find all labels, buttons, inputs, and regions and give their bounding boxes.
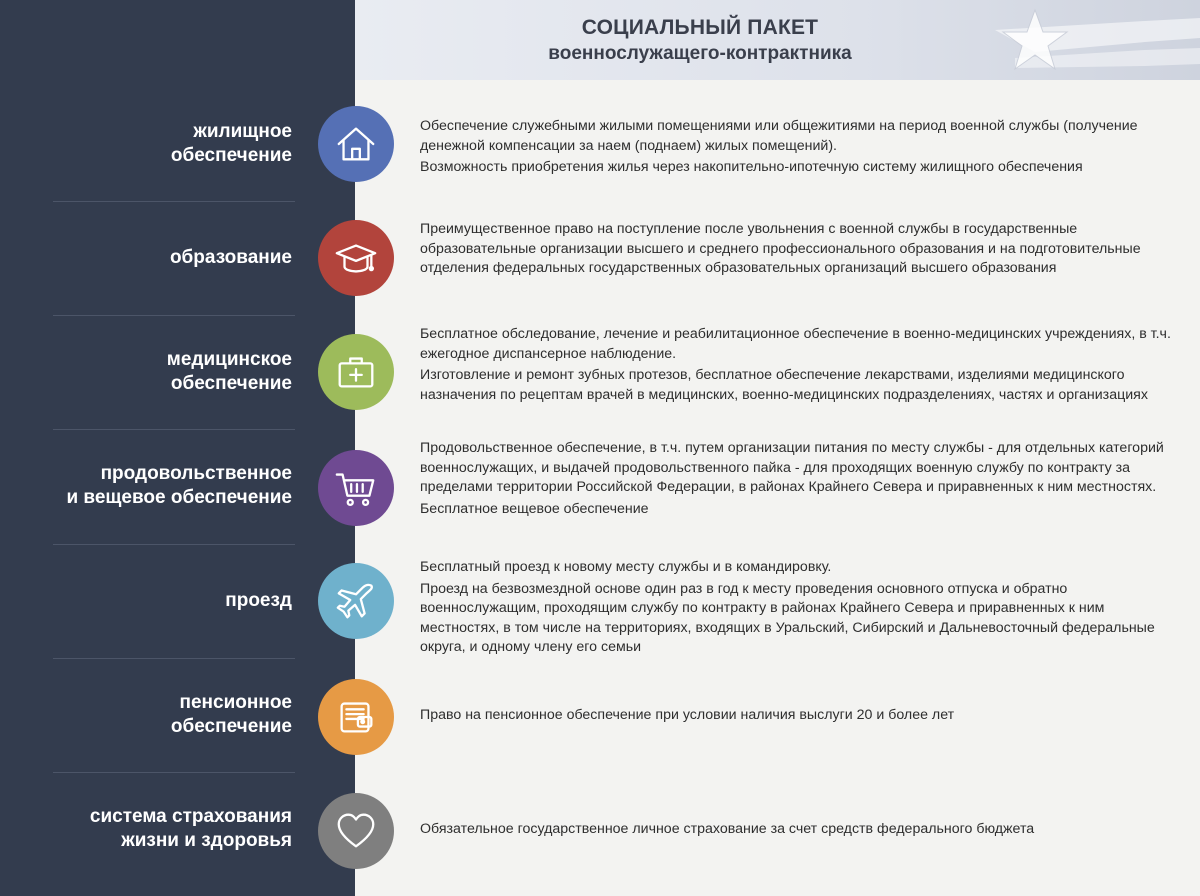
benefit-label [170,201,292,315]
benefit-label [66,429,292,543]
benefit-paragraph: Обязательное государственное личное страхование за счет средств федерального бюджета [420,821,1035,837]
benefit-row-travel [0,544,1200,658]
star-emblem-icon [995,6,1200,76]
benefit-paragraph: Бесплатное обследование, лечение и реабилитационное обеспечение в военно-медицинских учреждениях, в т.ч. ежегодное диспансерное наблюдение. [420,326,1171,362]
benefit-label-line: проезд [225,590,292,611]
page-subtitle: военнослужащего-контрактника [548,43,852,64]
benefit-paragraph: Продовольственное обеспечение, в т.ч. путем организации питания по месту службы - для отдельных категорий военнослужащих, и выдачей продовольственного пайка - для проходящих военную службу по контракту за пределами территории Российской Федерации, в районах Крайнего Севера и приравненных к ним местностях. [420,440,1164,495]
heart-icon [318,793,394,869]
benefit-row-pension [0,658,1200,772]
benefit-paragraph: Возможность приобретения жилья через накопительно-ипотечную систему жилищного обеспечения [420,159,1083,175]
benefit-label-line: жилищное [193,121,292,142]
benefit-description [420,820,1180,842]
benefit-label [171,87,292,201]
benefit-description [420,117,1180,180]
benefit-label-line: и вещевое обеспечение [66,487,292,508]
house-icon [318,106,394,182]
benefit-description [420,558,1180,660]
benefit-row-provisions [0,429,1200,543]
benefit-label [90,772,292,886]
benefit-row-education [0,201,1200,315]
benefit-label-line: обеспечение [170,373,292,394]
graduation-cap-icon [318,220,394,296]
benefit-label-line: обеспечение [170,145,292,166]
benefit-label-line: образование [169,247,292,268]
benefit-paragraph: Проезд на безвозмездной основе один раз в год к месту проведения основного отпуска и обратно военнослужащим, проходящим службу по контракту в районах Крайнего Севера и приравненных к ним местностях, в том числе на территориях, входящих в Уральский, Сибирский и Дальневосточный федеральные округа, и одному члену его семьи [420,580,1155,655]
page-title: СОЦИАЛЬНЫЙ ПАКЕТ [581,16,819,39]
benefit-label-line: пенсионное [179,692,292,713]
benefit-row-housing [0,87,1200,201]
benefit-paragraph: Преимущественное право на поступление после увольнения с военной службы в государственные образовательные организации высшего и среднего профессионального образования и на подготовительные отделения федеральных государственных образовательных организаций высшего образования [420,221,1141,276]
benefit-label [167,315,292,429]
airplane-icon [318,563,394,639]
benefit-label [171,658,292,772]
benefit-row-insurance [0,772,1200,886]
benefit-paragraph: Право на пенсионное обеспечение при условии наличия выслуги 20 и более лет [420,707,955,723]
benefit-paragraph: Обеспечение служебными жилыми помещениями или общежитиями на период военной службы (получение денежной компенсации за наем (поднаем) жилых помещений). [420,118,1138,154]
benefit-description [420,325,1180,407]
benefit-paragraph: Изготовление и ремонт зубных протезов, бесплатное обеспечение лекарствами, изделиями медицинского назначения по рецептам врачей в медицинских, военно-медицинских подразделениях, частях и организациях [420,367,1148,403]
benefit-label-line: обеспечение [170,716,292,737]
benefit-description [420,706,1180,728]
benefit-label-line: продовольственное [100,463,292,484]
benefit-label [225,544,292,658]
benefit-paragraph: Бесплатный проезд к новому месту службы и в командировку. [420,559,832,575]
medical-kit-icon [318,334,394,410]
benefit-description [420,220,1180,281]
benefit-row-medical [0,315,1200,429]
shopping-cart-icon [318,450,394,526]
header-banner [355,0,1200,80]
benefit-label-line: система страхования [89,806,292,827]
benefit-paragraph: Бесплатное вещевое обеспечение [420,500,649,517]
wallet-icon [318,679,394,755]
benefit-description [420,439,1180,521]
benefit-label-line: медицинское [166,349,292,370]
benefit-label-line: жизни и здоровья [121,830,292,851]
